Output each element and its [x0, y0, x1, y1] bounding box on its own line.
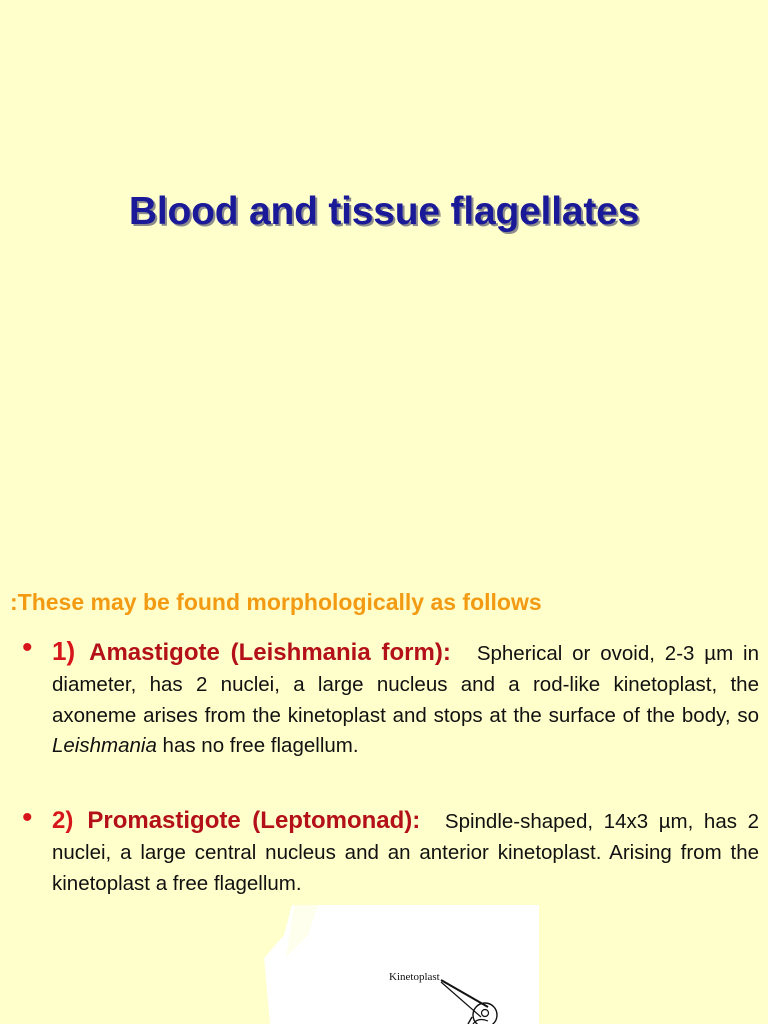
item-body [52, 806, 759, 899]
item-description: Spindle-shaped, 14x3 µm, has 2 nuclei, a large central nucleus and an anterior kinetoplast. Arising from the kinetoplast a free flagellum. [52, 810, 760, 895]
bullet-icon: • [22, 801, 33, 834]
item-number: 2) [52, 807, 74, 834]
genus-name: Leishmania [52, 734, 157, 758]
item-heading: Promastigote (Leptomonad): [87, 807, 421, 834]
bullet-icon: • [22, 631, 33, 664]
item-heading: Amastigote (Leishmania form): [89, 639, 451, 666]
diagram-figure [256, 905, 539, 1024]
kinetoplast-label: Kinetoplast [389, 971, 440, 983]
promastigote-diagram [256, 905, 539, 1024]
slide-title: Blood and tissue flagellates [128, 190, 640, 233]
intro-text: :These may be found morphologically as follows [10, 589, 542, 615]
item-description-end: has no free flagellum. [156, 734, 359, 758]
item-description: Spherical or ovoid, 2-3 µm in diameter, has 2 nuclei, a large nucleus and a rod-like kinetoplast, the axoneme arises from the kinetoplast and stops at the surface of the body, so [52, 642, 759, 727]
item-number: 1) [52, 636, 76, 666]
item-body [52, 636, 759, 762]
